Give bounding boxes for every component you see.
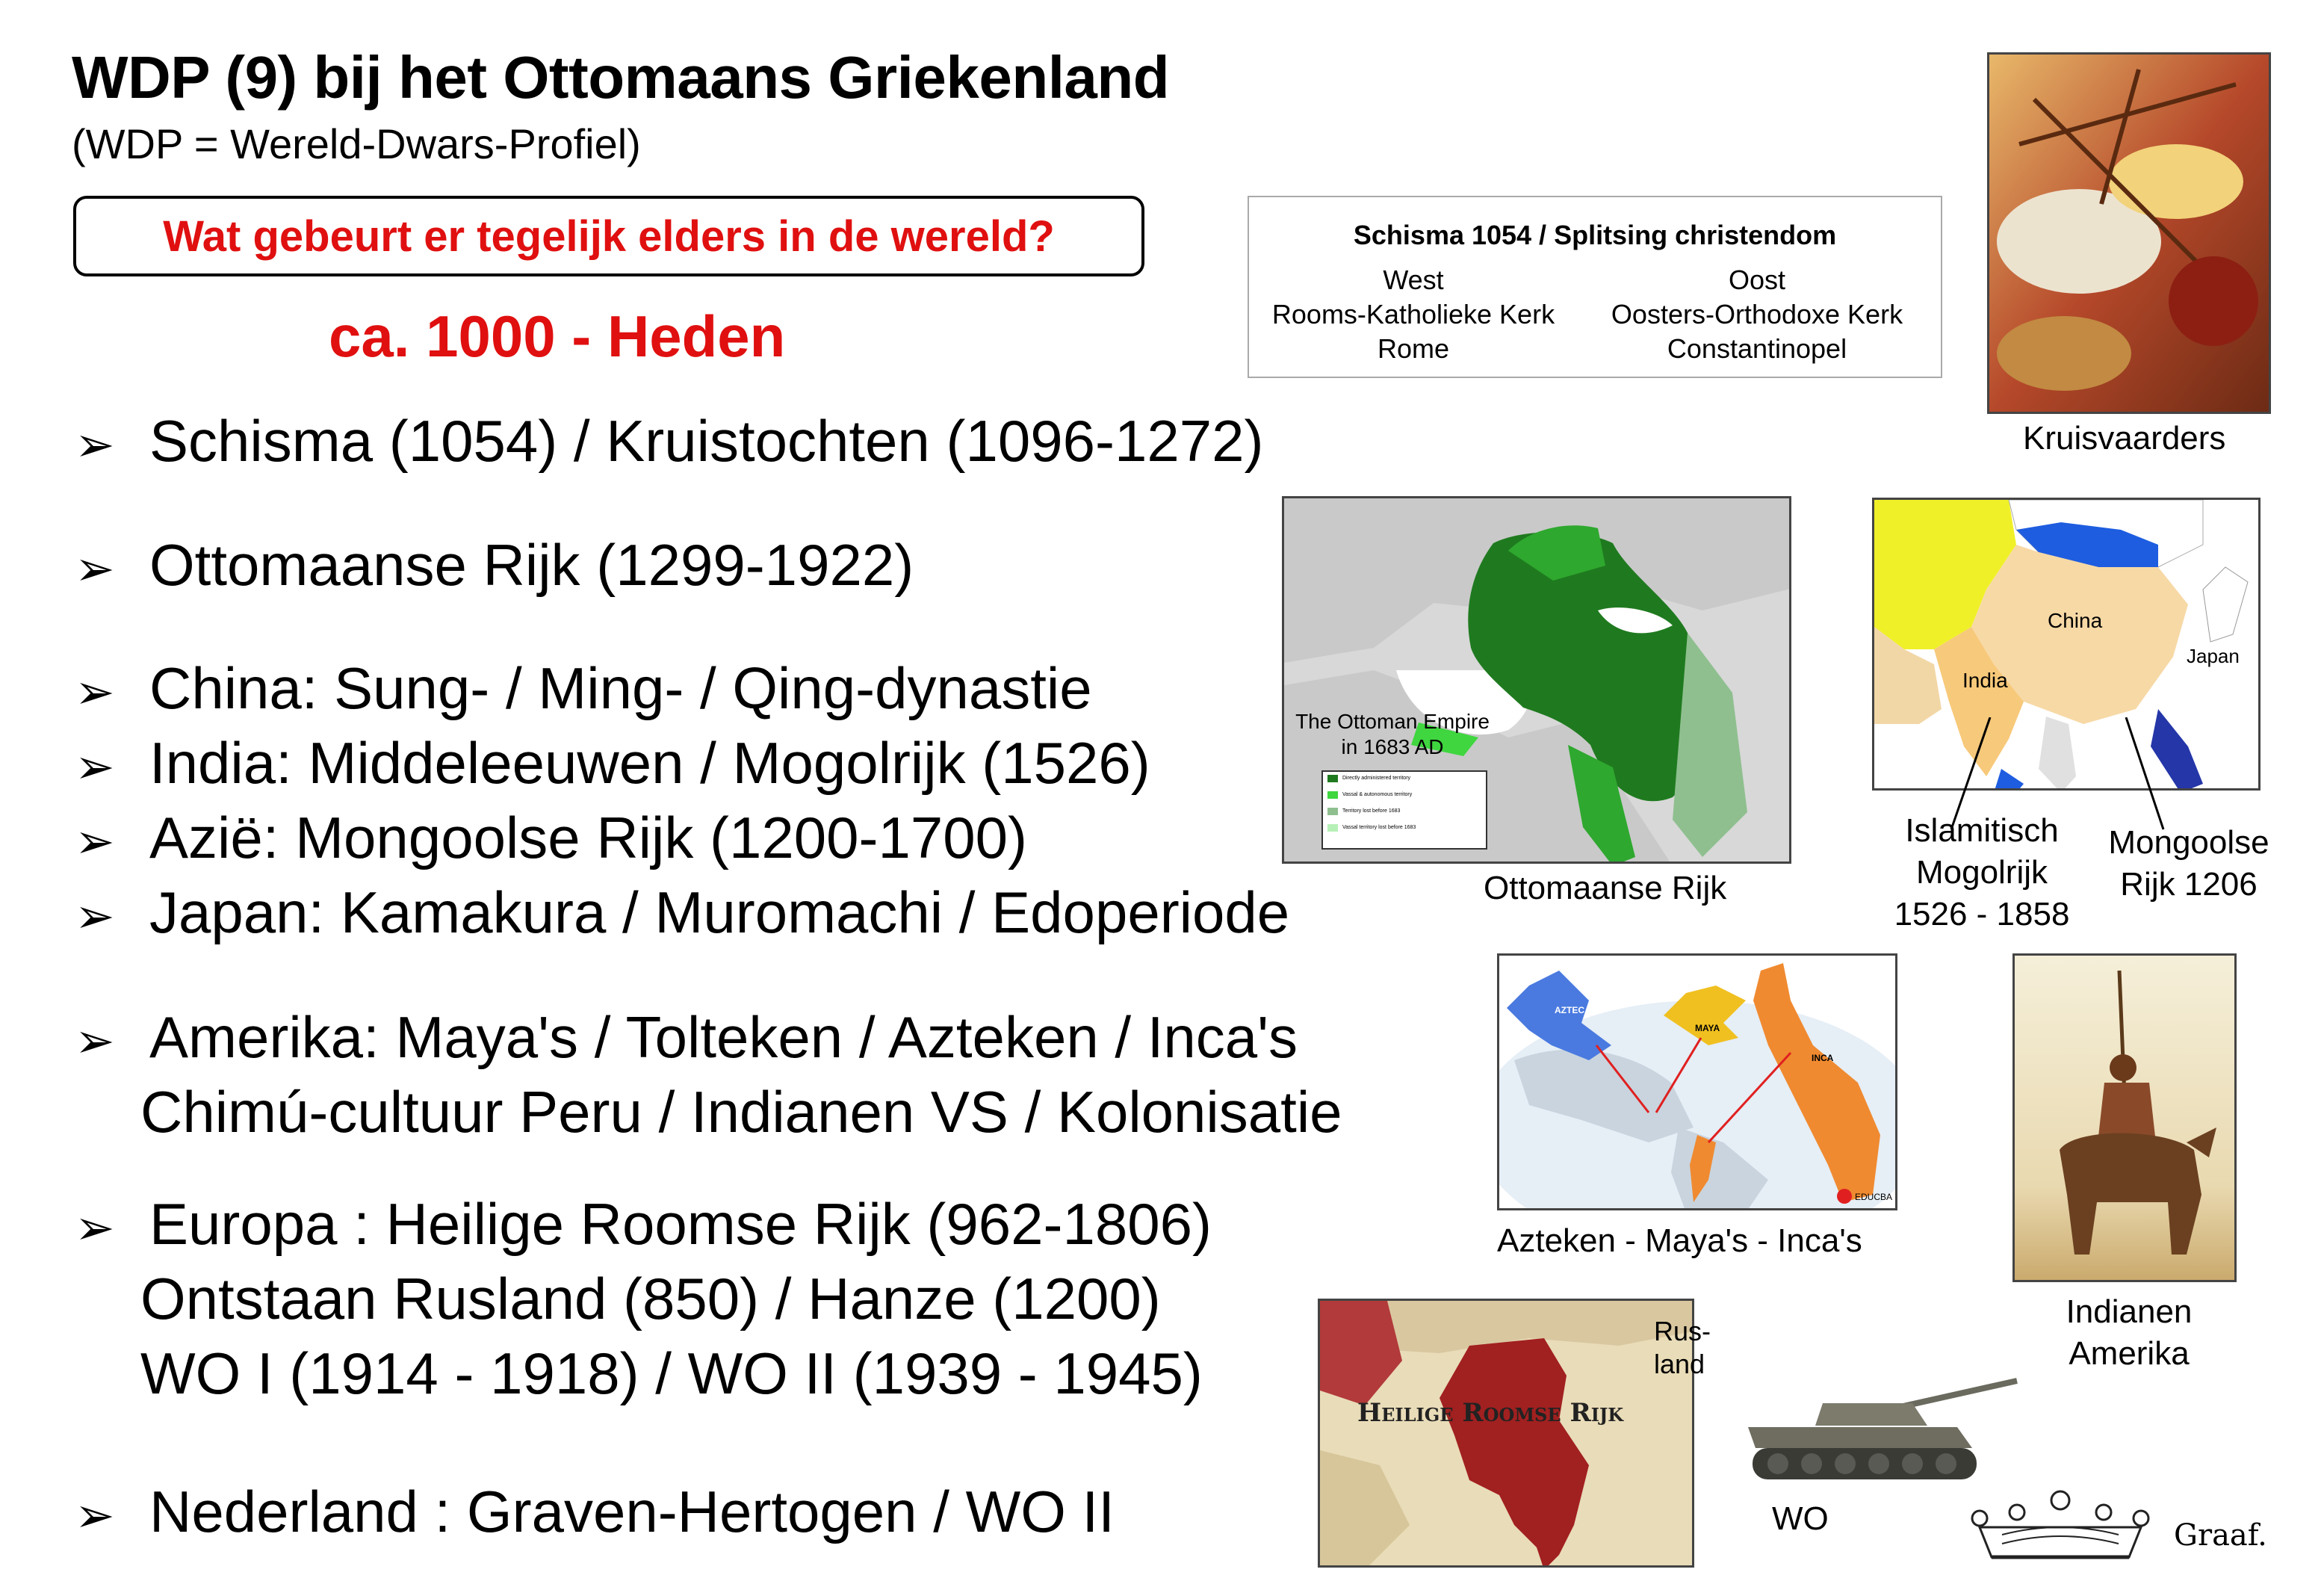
bullet-text: Europa : Heilige Roomse Rijk (962-1806) [149, 1191, 1212, 1257]
bullet-item [75, 1001, 1298, 1077]
caption-line: Islamitisch [1905, 812, 2059, 849]
caption-line: Rus- [1654, 1316, 1711, 1346]
arrow-bullet-icon: ➢ [75, 814, 115, 868]
caption-kruisvaarders: Kruisvaarders [2023, 420, 2226, 457]
bullet-item [75, 727, 1150, 802]
question-box: Wat gebeurt er tegelijk elders in de wereld? [73, 196, 1144, 276]
ottoman-map-legend [1321, 770, 1487, 850]
arrow-bullet-icon: ➢ [75, 542, 115, 596]
bullet-text: China: Sung- / Ming- / Qing-dynastie [149, 655, 1092, 721]
legend-row [1327, 808, 1481, 815]
bullet-item [75, 1476, 1115, 1551]
legend-row [1327, 775, 1481, 782]
map-label-inca: INCA [1812, 1053, 1834, 1063]
caption-rusland [1654, 1315, 1711, 1381]
bullet-text: Nederland : Graven-Hertogen / WO II [149, 1479, 1115, 1544]
map-label-china: China [2048, 609, 2103, 632]
bullet-continuation: Chimú-cultuur Peru / Indianen VS / Kolonisatie [140, 1079, 1342, 1145]
legend-swatch [1327, 775, 1338, 782]
caption-graaf: Graaf. [2174, 1518, 2267, 1553]
caption-indianen [2032, 1291, 2226, 1375]
map-watermark: EDUCBA [1855, 1192, 1893, 1202]
caption-line: 1526 - 1858 [1894, 896, 2070, 932]
bullet-text: India: Middeleeuwen / Mogolrijk (1526) [149, 730, 1150, 796]
schisma-west [1264, 263, 1563, 366]
caption-mongoolse-rijk [2092, 822, 2286, 906]
caption-ottomaanse-rijk: Ottomaanse Rijk [1484, 870, 1727, 906]
arrow-bullet-icon: ➢ [75, 418, 115, 471]
legend-label: Directly administered territory [1342, 776, 1411, 781]
arrow-bullet-icon: ➢ [75, 1488, 115, 1542]
schisma-east [1600, 263, 1914, 366]
crusaders-painting [1987, 52, 2271, 414]
bullet-text: Ottomaanse Rijk (1299-1922) [149, 532, 914, 598]
native-american-painting [2012, 953, 2237, 1282]
arrow-bullet-icon: ➢ [75, 665, 115, 719]
caption-americas: Azteken - Maya's - Inca's [1497, 1222, 1862, 1259]
caption-line: Mogolrijk [1915, 854, 2048, 891]
crown-icon [1965, 1482, 2156, 1572]
caption-wo: WO [1772, 1500, 1829, 1537]
ottoman-map-title [1292, 709, 1493, 760]
arrow-bullet-icon: ➢ [75, 1201, 115, 1255]
bullet-text: Schisma (1054) / Kruistochten (1096-1272) [149, 408, 1264, 474]
bullet-item [75, 876, 1289, 952]
arrow-bullet-icon: ➢ [75, 889, 115, 943]
legend-row [1327, 791, 1481, 799]
arrow-bullet-icon: ➢ [75, 740, 115, 794]
ottoman-empire-map [1282, 496, 1791, 864]
legend-swatch [1327, 791, 1338, 799]
bullet-item [75, 652, 1092, 728]
bullet-continuation: Ontstaan Rusland (850) / Hanze (1200) [140, 1266, 1161, 1331]
schisma-east-line: Constantinopel [1667, 333, 1847, 364]
caption-line: land [1654, 1349, 1705, 1379]
schisma-east-line: Oosters-Orthodoxe Kerk [1611, 299, 1903, 330]
bullet-text: Japan: Kamakura / Muromachi / Edoperiode [149, 879, 1290, 945]
bullet-item [75, 802, 1027, 877]
arrow-bullet-icon: ➢ [75, 1014, 115, 1068]
schisma-west-line: Rooms-Katholieke Kerk [1271, 299, 1555, 330]
holy-roman-empire-map [1318, 1299, 1694, 1568]
legend-label: Territory lost before 1683 [1342, 808, 1401, 814]
legend-row [1327, 824, 1481, 832]
caption-line: Rijk 1206 [2120, 866, 2258, 903]
schisma-east-line: Oost [1728, 265, 1786, 295]
caption-line: Indianen [2066, 1293, 2193, 1330]
tank-image [1741, 1373, 2024, 1493]
schisma-west-line: West [1383, 265, 1444, 295]
schisma-west-line: Rome [1377, 333, 1450, 364]
americas-map [1497, 953, 1897, 1210]
legend-label: Vassal & autonomous territory [1342, 792, 1413, 797]
bullet-text: Amerika: Maya's / Tolteken / Azteken / Inca's [149, 1004, 1298, 1070]
bullet-item [75, 529, 914, 604]
map-title-line: The Ottoman Empire [1295, 710, 1490, 733]
period-heading: ca. 1000 - Heden [329, 303, 786, 369]
map-label-japan: Japan [2187, 645, 2240, 667]
caption-mogolrijk [1874, 810, 2090, 935]
legend-swatch [1327, 808, 1338, 815]
bullet-item [75, 405, 1263, 480]
legend-swatch [1327, 824, 1338, 832]
map-label-india: India [1962, 669, 2008, 692]
map-title-line: in 1683 AD [1341, 735, 1444, 758]
caption-line: Amerika [2069, 1335, 2190, 1372]
caption-line: Mongoolse [2108, 824, 2269, 861]
bullet-text: Azië: Mongoolse Rijk (1200-1700) [149, 805, 1027, 870]
map-label-aztec: AZTEC [1555, 1005, 1584, 1015]
page-subtitle: (WDP = Wereld-Dwars-Profiel) [72, 120, 641, 167]
schisma-box [1248, 196, 1942, 378]
legend-label: Vassal territory lost before 1683 [1342, 825, 1416, 830]
bullet-continuation: WO I (1914 - 1918) / WO II (1939 - 1945) [140, 1340, 1203, 1406]
map-label-maya: MAYA [1695, 1023, 1720, 1033]
schisma-title: Schisma 1054 / Splitsing christendom [1353, 220, 1837, 250]
page-title: WDP (9) bij het Ottomaans Griekenland [72, 44, 1170, 111]
bullet-item [75, 1188, 1212, 1263]
map-label-hrr: Heilige Roomse Rijk [1357, 1398, 1624, 1428]
